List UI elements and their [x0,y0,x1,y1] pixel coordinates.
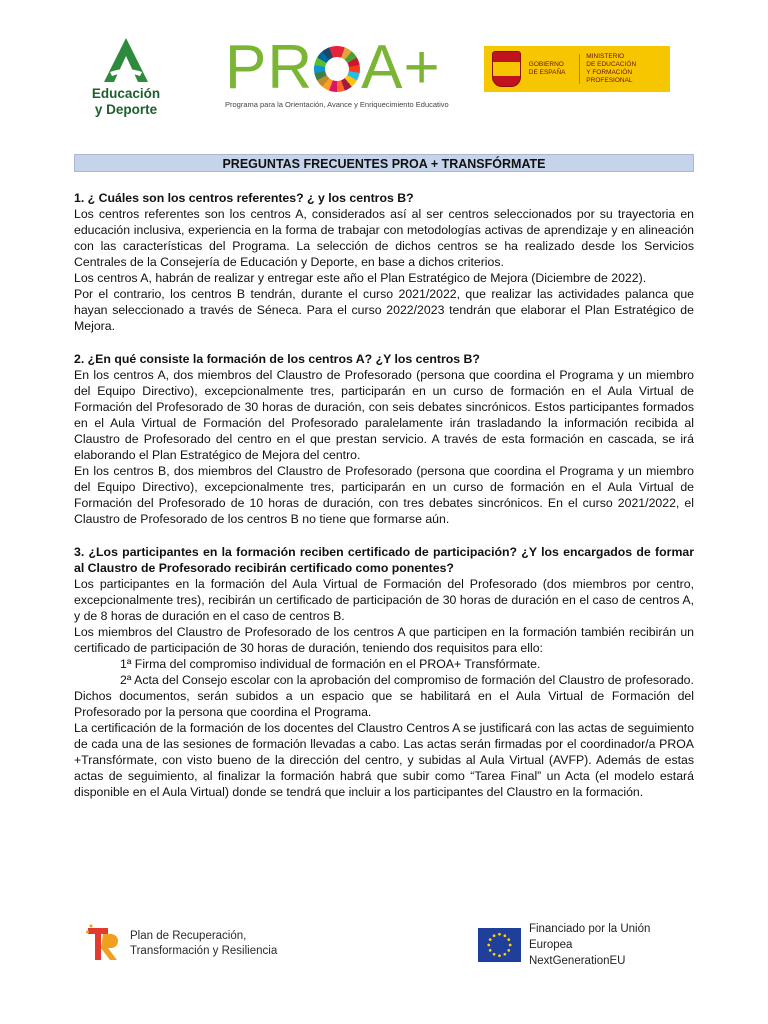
question-2: 2. ¿En qué consiste la formación de los centros A? ¿Y los centros B? [74,352,480,366]
question-3: 3. ¿Los participantes en la formación reciben certificado de participación? ¿Y los encargados de formar al Claustro de Profesorado recibirán certificado como ponentes? [74,545,694,575]
answer-2-paragraph: En los centros B, dos miembros del Claustro de Profesorado (persona que coordina el Programa y un miembro del Equipo Directivo), excepcionalmente tres, participarán en un curso de formación en el Aula Virtual de Formación del Profesorado de 10 horas de duración, con tres debates sincrónicos. En el curso 2021/2022, el Claustro de Profesorado de los centros B no tiene que formarse aún. [74,464,694,526]
logo-divider [579,54,580,84]
prtr-line-2: Transformación y Resiliencia [130,945,278,957]
answer-3-paragraph: Los miembros del Claustro de Profesorado de los centros A que participen en la formación también recibirán un certificado de participación de 30 horas de duración, teniendo dos requisitos para ello: [74,625,694,655]
answer-3-paragraph: La certificación de la formación de los docentes del Claustro Centros A se justificará con las actas de seguimiento de cada una de las sesiones de formación llevadas a cabo. Las actas serán firmadas por el coordinador/a PROA +Transfórmate, con visto bueno de la dirección del centro, y subidas al Aula Virtual (AVFP). Además de estas actas de seguimiento, al finalizar la formación habrá que subir como “Tarea Final” un Acta (el modelo estará disponible en el Aula Virtual) donde se tendrá que incluir a los participantes del Claustro en la formación. [74,721,694,799]
prtr-line-1: Plan de Recuperación, [130,930,247,942]
ministerio-line-2: DE EDUCACIÓN [586,61,637,68]
prtr-mark-icon [86,924,120,964]
recovery-plan-logo [86,922,286,966]
junta-logo-line-2: y Deporte [94,102,158,117]
requirement-item: 1ª Firma del compromiso individual de formación en el PROA+ Transfórmate. [120,657,541,671]
sdg-ring-icon [314,46,360,92]
eu-flag-icon [478,928,521,962]
document-title: PREGUNTAS FRECUENTES PROA + TRANSFÓRMATE [222,157,546,171]
coat-of-arms-icon [492,51,521,87]
gobierno-line-1: GOBIERNO [528,61,564,68]
answer-2-paragraph: En los centros A, dos miembros del Claustro de Profesorado (persona que coordina el Programa y un miembro del Equipo Directivo), excepcionalmente tres, participarán en un curso de formación en el Aula Virtual de Formación del Profesorado de 30 horas de duración, con seis debates sincrónicos. Estos participantes formados en el Aula Virtual de Formación del Profesorado paralelamente irán trasladando la información recibida al Claustro de Profesorado del centro en el que prestan servicio. A través de esta formación en cascada, se irá elaborando el Plan Estratégico de Mejora del centro. [74,368,694,462]
junta-education-logo [84,36,168,120]
eu-funding-logo [478,923,693,967]
answer-1-paragraph: Los centros referentes son los centros A, considerados así al ser centros seleccionados por su trayectoria en educación inclusiva, experiencia en la forma de trabajar con metodologías activas de aprendizaje y en alineación con las características del Programa. La selección de dichos centros se ha realizado desde los Servicios Centrales de la Consejería de Educación y Deporte, en base a dichos criterios. [74,207,694,269]
junta-logo-line-1: Educación [91,86,161,101]
answer-1-paragraph: Por el contrario, los centros B tendrán, durante el curso 2021/2022, que realizar las actividades palanca que hayan seleccionado a través de Séneca. Para el curso 2022/2023 tendrán que elaborar el Plan Estratégico de Mejora. [74,287,694,333]
gobierno-ministerio-logo [484,46,670,92]
proa-logo: PR A+ Programa para la Orientación, Avance y Enriquecimiento Educativo [225,33,449,109]
eu-line-1: Financiado por la Unión Europea [528,923,651,951]
proa-tagline: Programa para la Orientación, Avance y Enriquecimiento Educativo [225,100,449,109]
answer-3-paragraph: Dichos documentos, serán subidos a un espacio que se habilitará en el Aula Virtual de Formación del Profesorado por la persona que coordina el Programa. [74,689,694,719]
faq-content [74,190,694,800]
ministerio-line-1: MINISTERIO [586,53,625,60]
answer-1-paragraph: Los centros A, habrán de realizar y entregar este año el Plan Estratégico de Mejora (Diciembre de 2022). [74,271,647,285]
gobierno-line-2: DE ESPAÑA [528,69,566,76]
junta-a-icon [98,36,154,84]
answer-3-paragraph: Los participantes en la formación del Aula Virtual de Formación del Profesorado (dos miembros por centro, excepcionalmente tres), recibirán un certificado de participación de 30 horas de duración en el caso de centros A, y de 8 horas de duración en el caso de centros B. [74,577,694,623]
document-title-bar [74,154,694,172]
ministerio-line-3: Y FORMACIÓN PROFESIONAL [586,69,633,84]
question-1: 1. ¿ Cuáles son los centros referentes? ¿ y los centros B? [74,191,414,205]
requirement-item: 2ª Acta del Consejo escolar con la aprobación del compromiso de formación del Claustro de profesorado. [120,673,694,687]
eu-line-2: NextGenerationEU [528,955,626,967]
